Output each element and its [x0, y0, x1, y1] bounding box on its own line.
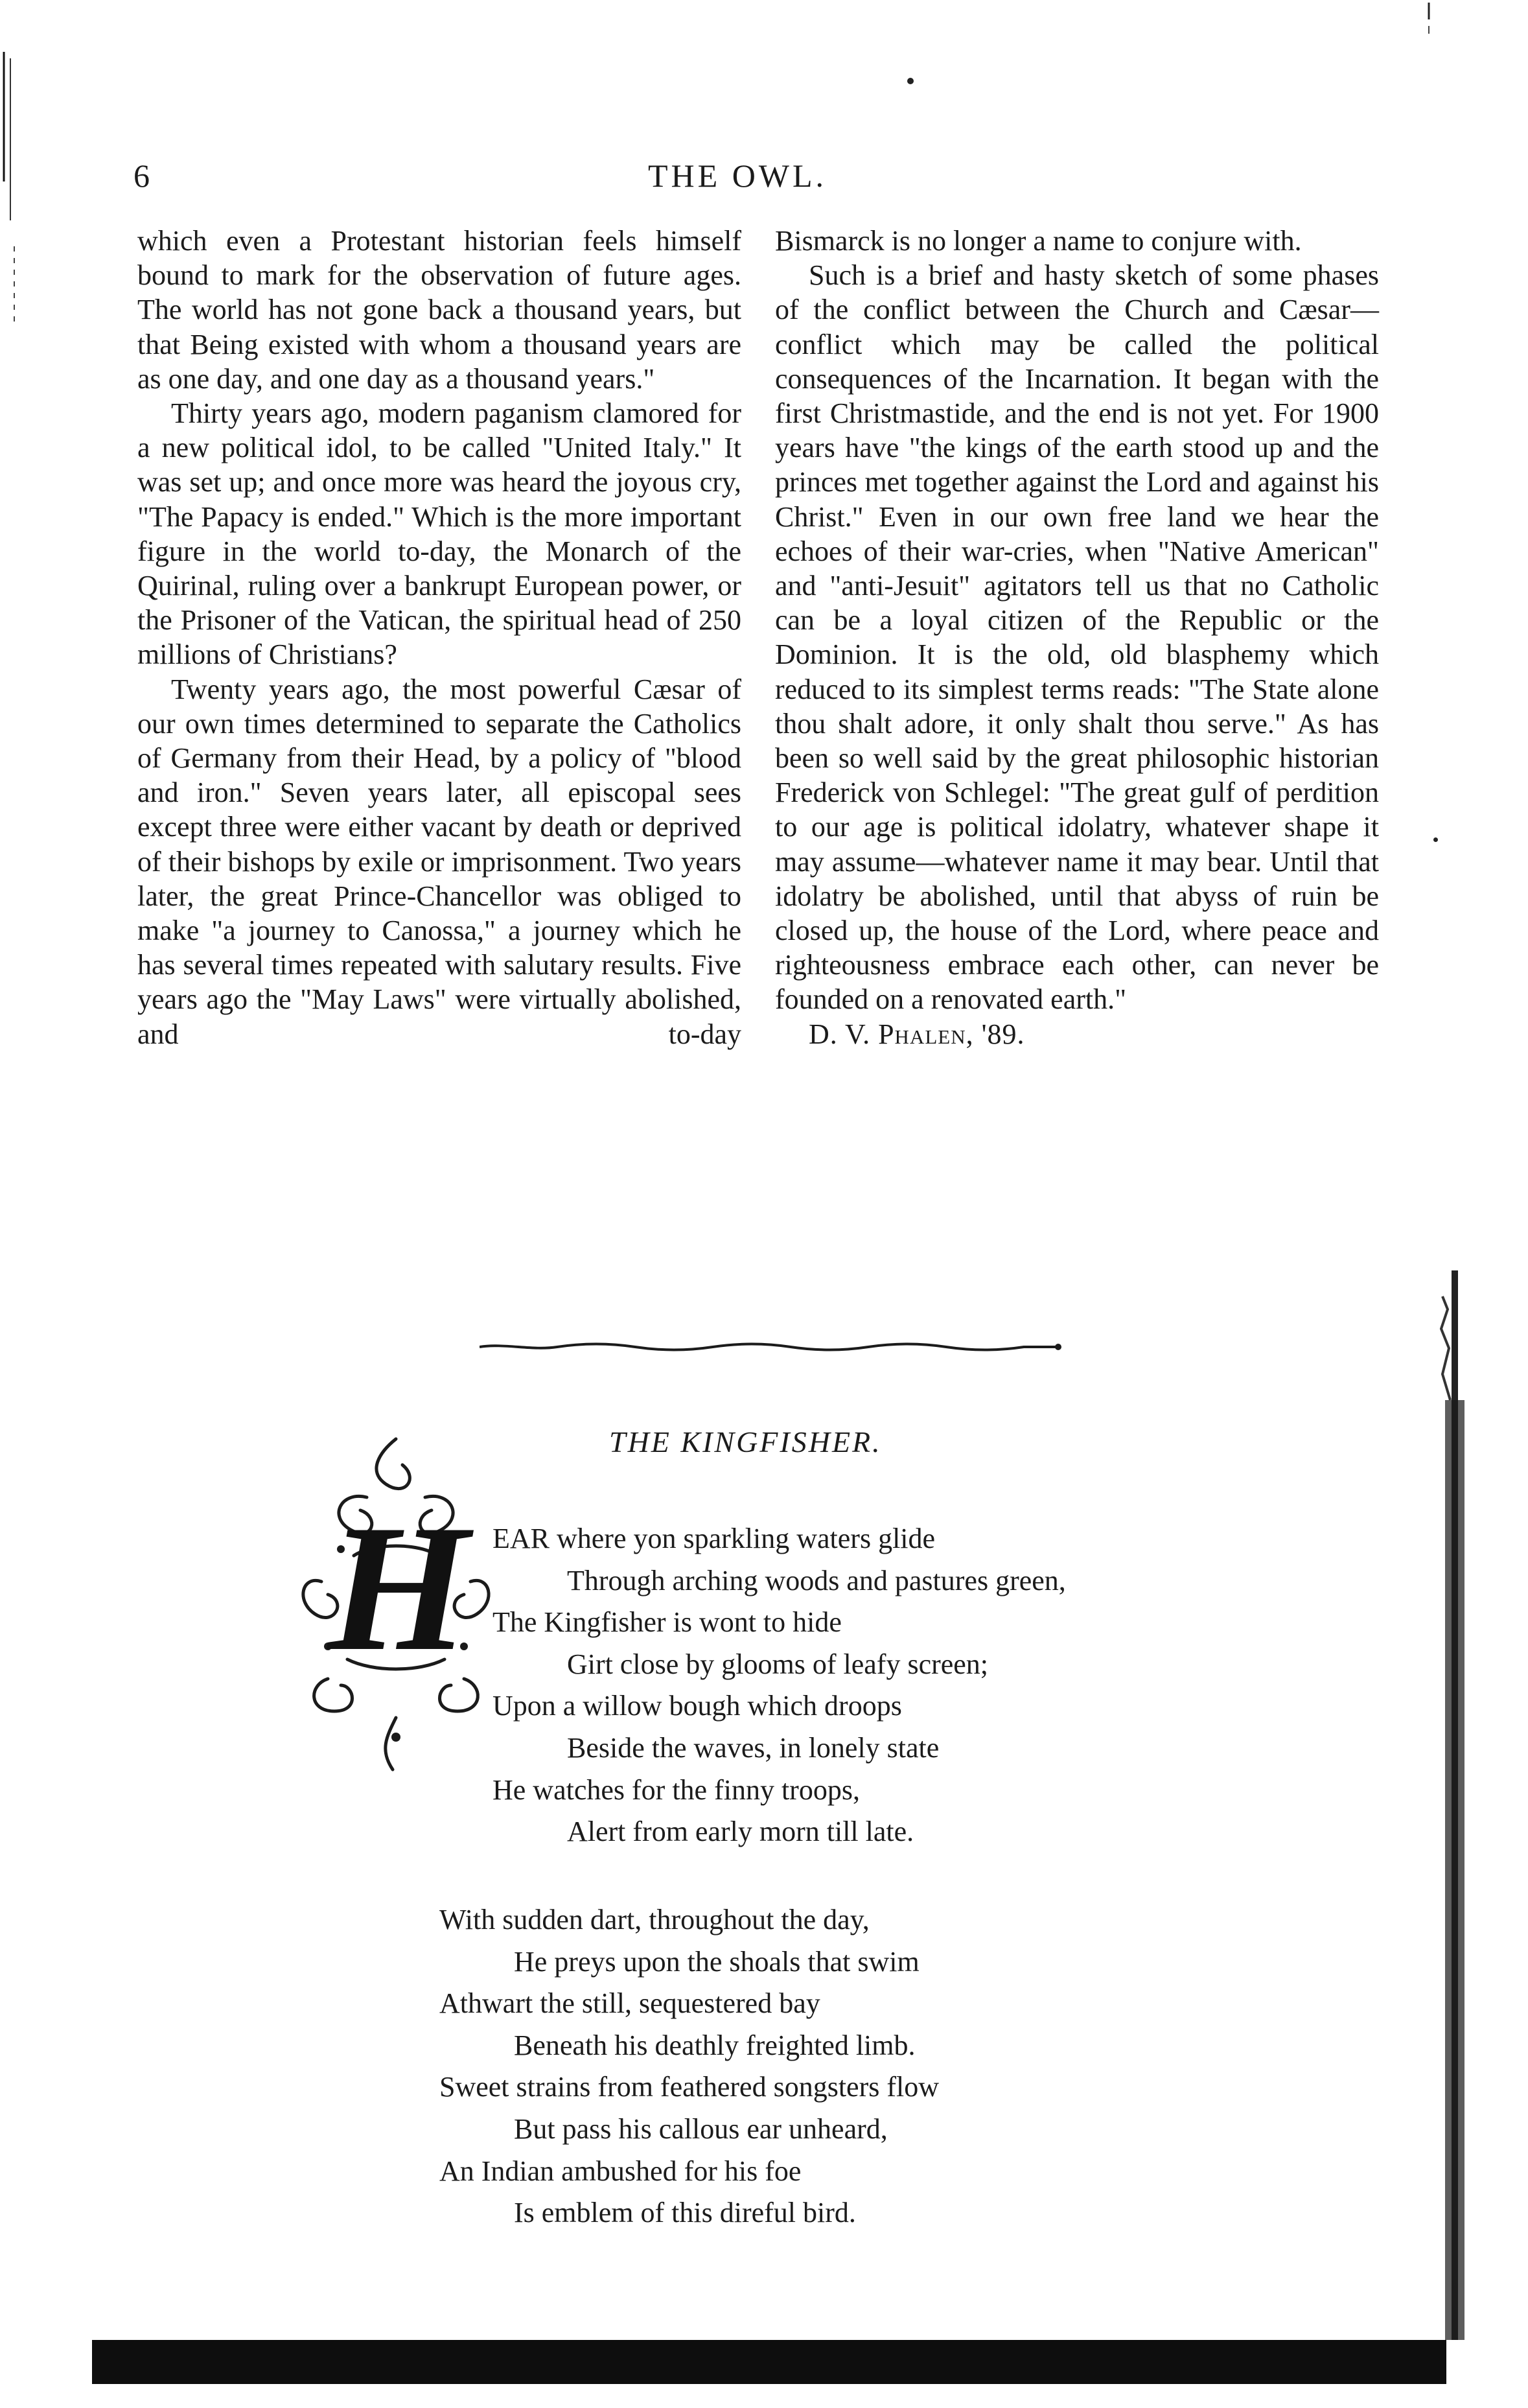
poem-line: Is emblem of this direful bird. — [514, 2197, 856, 2229]
poem-line: He watches for the finny troops, — [492, 1773, 860, 1806]
ink-speck — [1433, 837, 1438, 842]
poem-line: Girt close by glooms of leafy screen; — [567, 1648, 989, 1680]
poem-stanza-2 — [439, 1899, 939, 2234]
poem-stanza-1 — [492, 1518, 1066, 1853]
poem-line: The Kingfisher is wont to hide — [492, 1606, 842, 1639]
scan-edge-mark — [1420, 0, 1437, 36]
wavy-divider-rule — [480, 1342, 1063, 1352]
paragraph: Such is a brief and hasty sketch of some phases of the conflict between the Church and Cæsar—conflict which may be called the political consequences of the Incarnation. It began with the first Christmastide, and the end is not yet. For 1900 years have "the kings of the earth stood up and the princes met together against the Lord and against his Christ." Even in our own free land we hear the echoes of their war-cries, when "Native American" and "anti-Jesuit" agitators tell us that no Catholic can be a loyal citizen of the Republic or the Dominion. It is the old, old blasphemy which reduced to its simplest terms reads: "The State alone thou shalt adore, it only shalt thou serve." As has been so well said by the great philosophic historian Frederick von Schlegel: "The great gulf of perdition to our age is political idolatry, whatever shape it may assume—whatever name it may bear. Until that idolatry be abolished, until that abyss of ruin be closed up, the house of the Lord, where peace and righteousness embrace each other, can never be founded on a renovated earth." — [775, 259, 1379, 1016]
poem-line: With sudden dart, throughout the day, — [439, 1904, 870, 1935]
paragraph: which even a Protestant historian feels himself bound to mark for the observation of future ages. The world has not gone back a thousand years, but that Being existed with whom a thousand years are as one day, and one day as a thousand years." — [137, 225, 741, 395]
poem-line: EAR where yon sparkling waters glide — [492, 1523, 936, 1554]
poem-line: Sweet strains from feathered songsters flow — [439, 2071, 940, 2103]
drop-cap-letter: H — [328, 1487, 469, 1689]
poem-line: Athwart the still, sequestered bay — [439, 1987, 820, 2020]
binding-edge-shadow — [1440, 1270, 1470, 2340]
poem-line: Beside the waves, in lonely state — [567, 1731, 940, 1764]
poem-line: Beneath his deathly freighted limb. — [514, 2029, 916, 2061]
page-number: 6 — [133, 158, 150, 194]
poem-line: An Indian ambushed for his foe — [439, 2155, 802, 2187]
paragraph: Twenty years ago, the most powerful Cæsar of our own times determined to separate the Catholics of Germany from their Head, by a policy of "blood and iron." Seven years later, all episcopal sees except three were either vacant by death or deprived of their bishops by exile or imprisonment. Two years later, the great Prince-Chancellor was obliged to make "a journey to Canossa," a journey which he has several times repeated with salutary results. Five years ago the "May Laws" were virtually abolished, and to-day — [137, 673, 741, 1050]
poem-line: He preys upon the shoals that swim — [514, 1945, 920, 1978]
poem-line: Upon a willow bough which droops — [492, 1690, 902, 1722]
left-text-column — [137, 224, 741, 1051]
poem-line: But pass his callous ear unheard, — [514, 2112, 888, 2145]
paragraph: Thirty years ago, modern paganism clamored for a new political idol, to be called "United Italy." It was set up; and once more was heard the joyous cry, "The Papacy is ended." Which is the more important figure in the world to-day, the Monarch of the Quirinal, ruling over a bankrupt European power, or the Prisoner of the Vatican, the spiritual head of 250 millions of Christians? — [137, 397, 741, 671]
scan-edge-mark — [1, 52, 17, 324]
poem-line: Alert from early morn till late. — [567, 1816, 914, 1848]
author-signature: D. V. Phalen, '89. — [809, 1018, 1025, 1050]
ink-speck — [907, 78, 914, 84]
scan-bottom-bar — [92, 2340, 1446, 2384]
poem-title: THE KINGFISHER. — [609, 1425, 882, 1458]
paragraph: Bismarck is no longer a name to conjure with. — [775, 225, 1302, 257]
right-text-column — [775, 224, 1379, 1051]
poem-line: Through arching woods and pastures green, — [567, 1564, 1066, 1596]
running-title: THE OWL. — [648, 158, 828, 194]
